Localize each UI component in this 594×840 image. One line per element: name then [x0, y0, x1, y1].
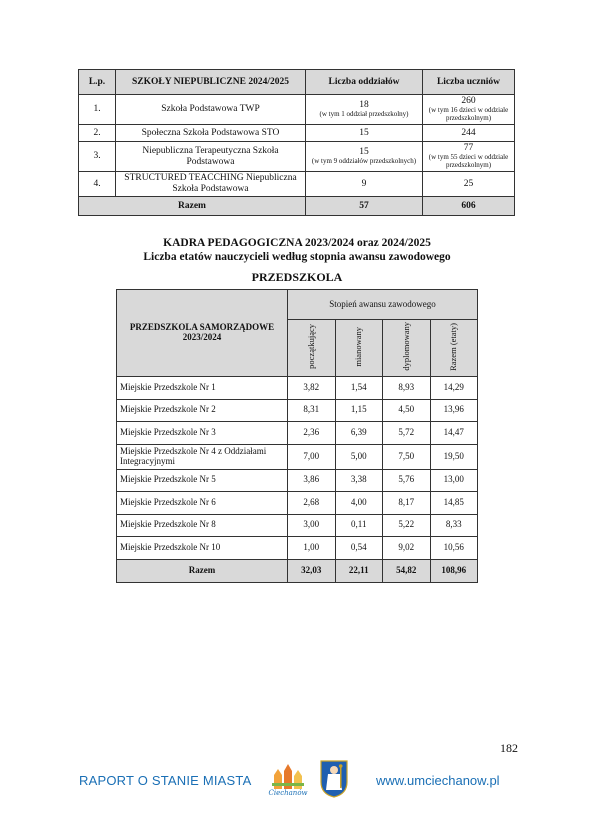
- value-appointed: 0,11: [335, 514, 383, 537]
- col-header-appointed-label: mianowany: [353, 326, 364, 367]
- col-header-beginner-label: początkujący: [305, 324, 316, 369]
- row-classes: [306, 95, 423, 125]
- value-beginner: 7,00: [288, 444, 336, 469]
- classes-value: 18: [359, 100, 369, 111]
- row-school-name: Szkoła Podstawowa TWP: [116, 95, 306, 125]
- row-school-name: STRUCTURED TEACCHING Niepubliczna Szkoła Podstawowa: [116, 172, 306, 197]
- row-classes: [306, 142, 423, 172]
- col-header-students: Liczba uczniów: [423, 70, 515, 95]
- value-beginner: 1,00: [288, 537, 336, 560]
- students-note: (w tym 16 dzieci w oddziale przedszkolnym): [428, 106, 509, 122]
- group-header: Stopień awansu zawodowego: [288, 290, 478, 320]
- preschool-name: Miejskie Przedszkole Nr 4 z Oddziałami Integracyjnymi: [117, 444, 288, 469]
- table-row: [117, 537, 478, 560]
- private-schools-table: [78, 69, 515, 216]
- col-header-school: SZKOŁY NIEPUBLICZNE 2024/2025: [116, 70, 306, 95]
- table-title: PRZEDSZKOLA SAMORZĄDOWE 2023/2024: [117, 290, 288, 377]
- total-certified: 54,82: [383, 559, 431, 582]
- coat-of-arms-icon: [320, 760, 348, 798]
- value-beginner: 3,00: [288, 514, 336, 537]
- value-appointed: 1,15: [335, 399, 383, 422]
- col-header-lp: L.p.: [79, 70, 116, 95]
- page-number: 182: [500, 741, 518, 755]
- row-classes: 9: [306, 172, 423, 197]
- value-certified: 5,76: [383, 469, 431, 492]
- classes-note: (w tym 9 oddziałów przedszkolnych): [311, 157, 417, 166]
- city-logo-icon: [268, 761, 308, 797]
- value-certified: 8,17: [383, 492, 431, 515]
- col-header-beginner: [288, 320, 336, 377]
- value-appointed: 4,00: [335, 492, 383, 515]
- total-beginner: 32,03: [288, 559, 336, 582]
- classes-value: 15: [359, 147, 369, 158]
- value-certified: 7,50: [383, 444, 431, 469]
- preschool-name: Miejskie Przedszkole Nr 6: [117, 492, 288, 515]
- col-header-certified-label: dyplomowany: [400, 322, 411, 371]
- value-total: 8,33: [430, 514, 478, 537]
- value-appointed: 1,54: [335, 377, 383, 400]
- students-note: (w tym 55 dzieci w oddziale przedszkolnym): [428, 153, 509, 169]
- preschool-staff-table: [116, 289, 478, 583]
- table-row: [79, 142, 515, 172]
- row-school-name: Społeczna Szkoła Podstawowa STO: [116, 125, 306, 142]
- value-beginner: 8,31: [288, 399, 336, 422]
- row-lp: 2.: [79, 125, 116, 142]
- table-row: [117, 377, 478, 400]
- table-row: [79, 172, 515, 197]
- table-row: [117, 444, 478, 469]
- col-header-certified: [383, 320, 431, 377]
- table-row: [117, 469, 478, 492]
- col-header-classes: Liczba oddziałów: [306, 70, 423, 95]
- value-total: 14,47: [430, 422, 478, 445]
- section-subheading: Liczba etatów nauczycieli według stopnia awansu zawodowego: [143, 251, 451, 263]
- table-row: [117, 422, 478, 445]
- row-school-name: Niepubliczna Terapeutyczna Szkoła Podstawowa: [116, 142, 306, 172]
- col-header-total-label: Razem (etaty): [448, 322, 459, 371]
- row-lp: 3.: [79, 142, 116, 172]
- row-lp: 4.: [79, 172, 116, 197]
- row-students: 25: [423, 172, 515, 197]
- value-certified: 5,72: [383, 422, 431, 445]
- value-total: 13,00: [430, 469, 478, 492]
- value-certified: 8,93: [383, 377, 431, 400]
- table-row: [79, 95, 515, 125]
- students-value: 260: [461, 96, 476, 107]
- value-certified: 4,50: [383, 399, 431, 422]
- value-beginner: 2,36: [288, 422, 336, 445]
- value-beginner: 3,82: [288, 377, 336, 400]
- value-certified: 5,22: [383, 514, 431, 537]
- col-header-appointed: [335, 320, 383, 377]
- total-sum: 108,96: [430, 559, 478, 582]
- section-heading: KADRA PEDAGOGICZNA 2023/2024 oraz 2024/2025: [163, 237, 431, 249]
- total-label: Razem: [79, 197, 306, 216]
- row-students: [423, 142, 515, 172]
- value-appointed: 5,00: [335, 444, 383, 469]
- value-total: 13,96: [430, 399, 478, 422]
- table-row: [117, 492, 478, 515]
- report-title: RAPORT O STANIE MIASTA: [79, 773, 252, 788]
- value-total: 10,56: [430, 537, 478, 560]
- table-row: [117, 399, 478, 422]
- value-total: 14,29: [430, 377, 478, 400]
- table-row: [79, 125, 515, 142]
- website-link[interactable]: www.umciechanow.pl: [376, 773, 500, 788]
- logo-text: Ciechanów: [268, 789, 308, 797]
- value-certified: 9,02: [383, 537, 431, 560]
- total-appointed: 22,11: [335, 559, 383, 582]
- total-row: [79, 197, 515, 216]
- section-category: PRZEDSZKOLA: [251, 270, 343, 284]
- table-row: [117, 514, 478, 537]
- total-label: Razem: [117, 559, 288, 582]
- classes-note: (w tym 1 oddział przedszkolny): [319, 110, 409, 119]
- value-total: 19,50: [430, 444, 478, 469]
- row-lp: 1.: [79, 95, 116, 125]
- value-appointed: 3,38: [335, 469, 383, 492]
- value-beginner: 2,68: [288, 492, 336, 515]
- preschool-name: Miejskie Przedszkole Nr 2: [117, 399, 288, 422]
- value-beginner: 3,86: [288, 469, 336, 492]
- preschool-name: Miejskie Przedszkole Nr 1: [117, 377, 288, 400]
- row-students: 244: [423, 125, 515, 142]
- value-total: 14,85: [430, 492, 478, 515]
- preschool-name: Miejskie Przedszkole Nr 3: [117, 422, 288, 445]
- total-classes: 57: [306, 197, 423, 216]
- total-row: [117, 559, 478, 582]
- total-students: 606: [423, 197, 515, 216]
- row-students: [423, 95, 515, 125]
- row-classes: 15: [306, 125, 423, 142]
- value-appointed: 0,54: [335, 537, 383, 560]
- value-appointed: 6,39: [335, 422, 383, 445]
- preschool-name: Miejskie Przedszkole Nr 5: [117, 469, 288, 492]
- col-header-total: [430, 320, 478, 377]
- preschool-name: Miejskie Przedszkole Nr 8: [117, 514, 288, 537]
- students-value: 77: [463, 143, 474, 154]
- preschool-name: Miejskie Przedszkole Nr 10: [117, 537, 288, 560]
